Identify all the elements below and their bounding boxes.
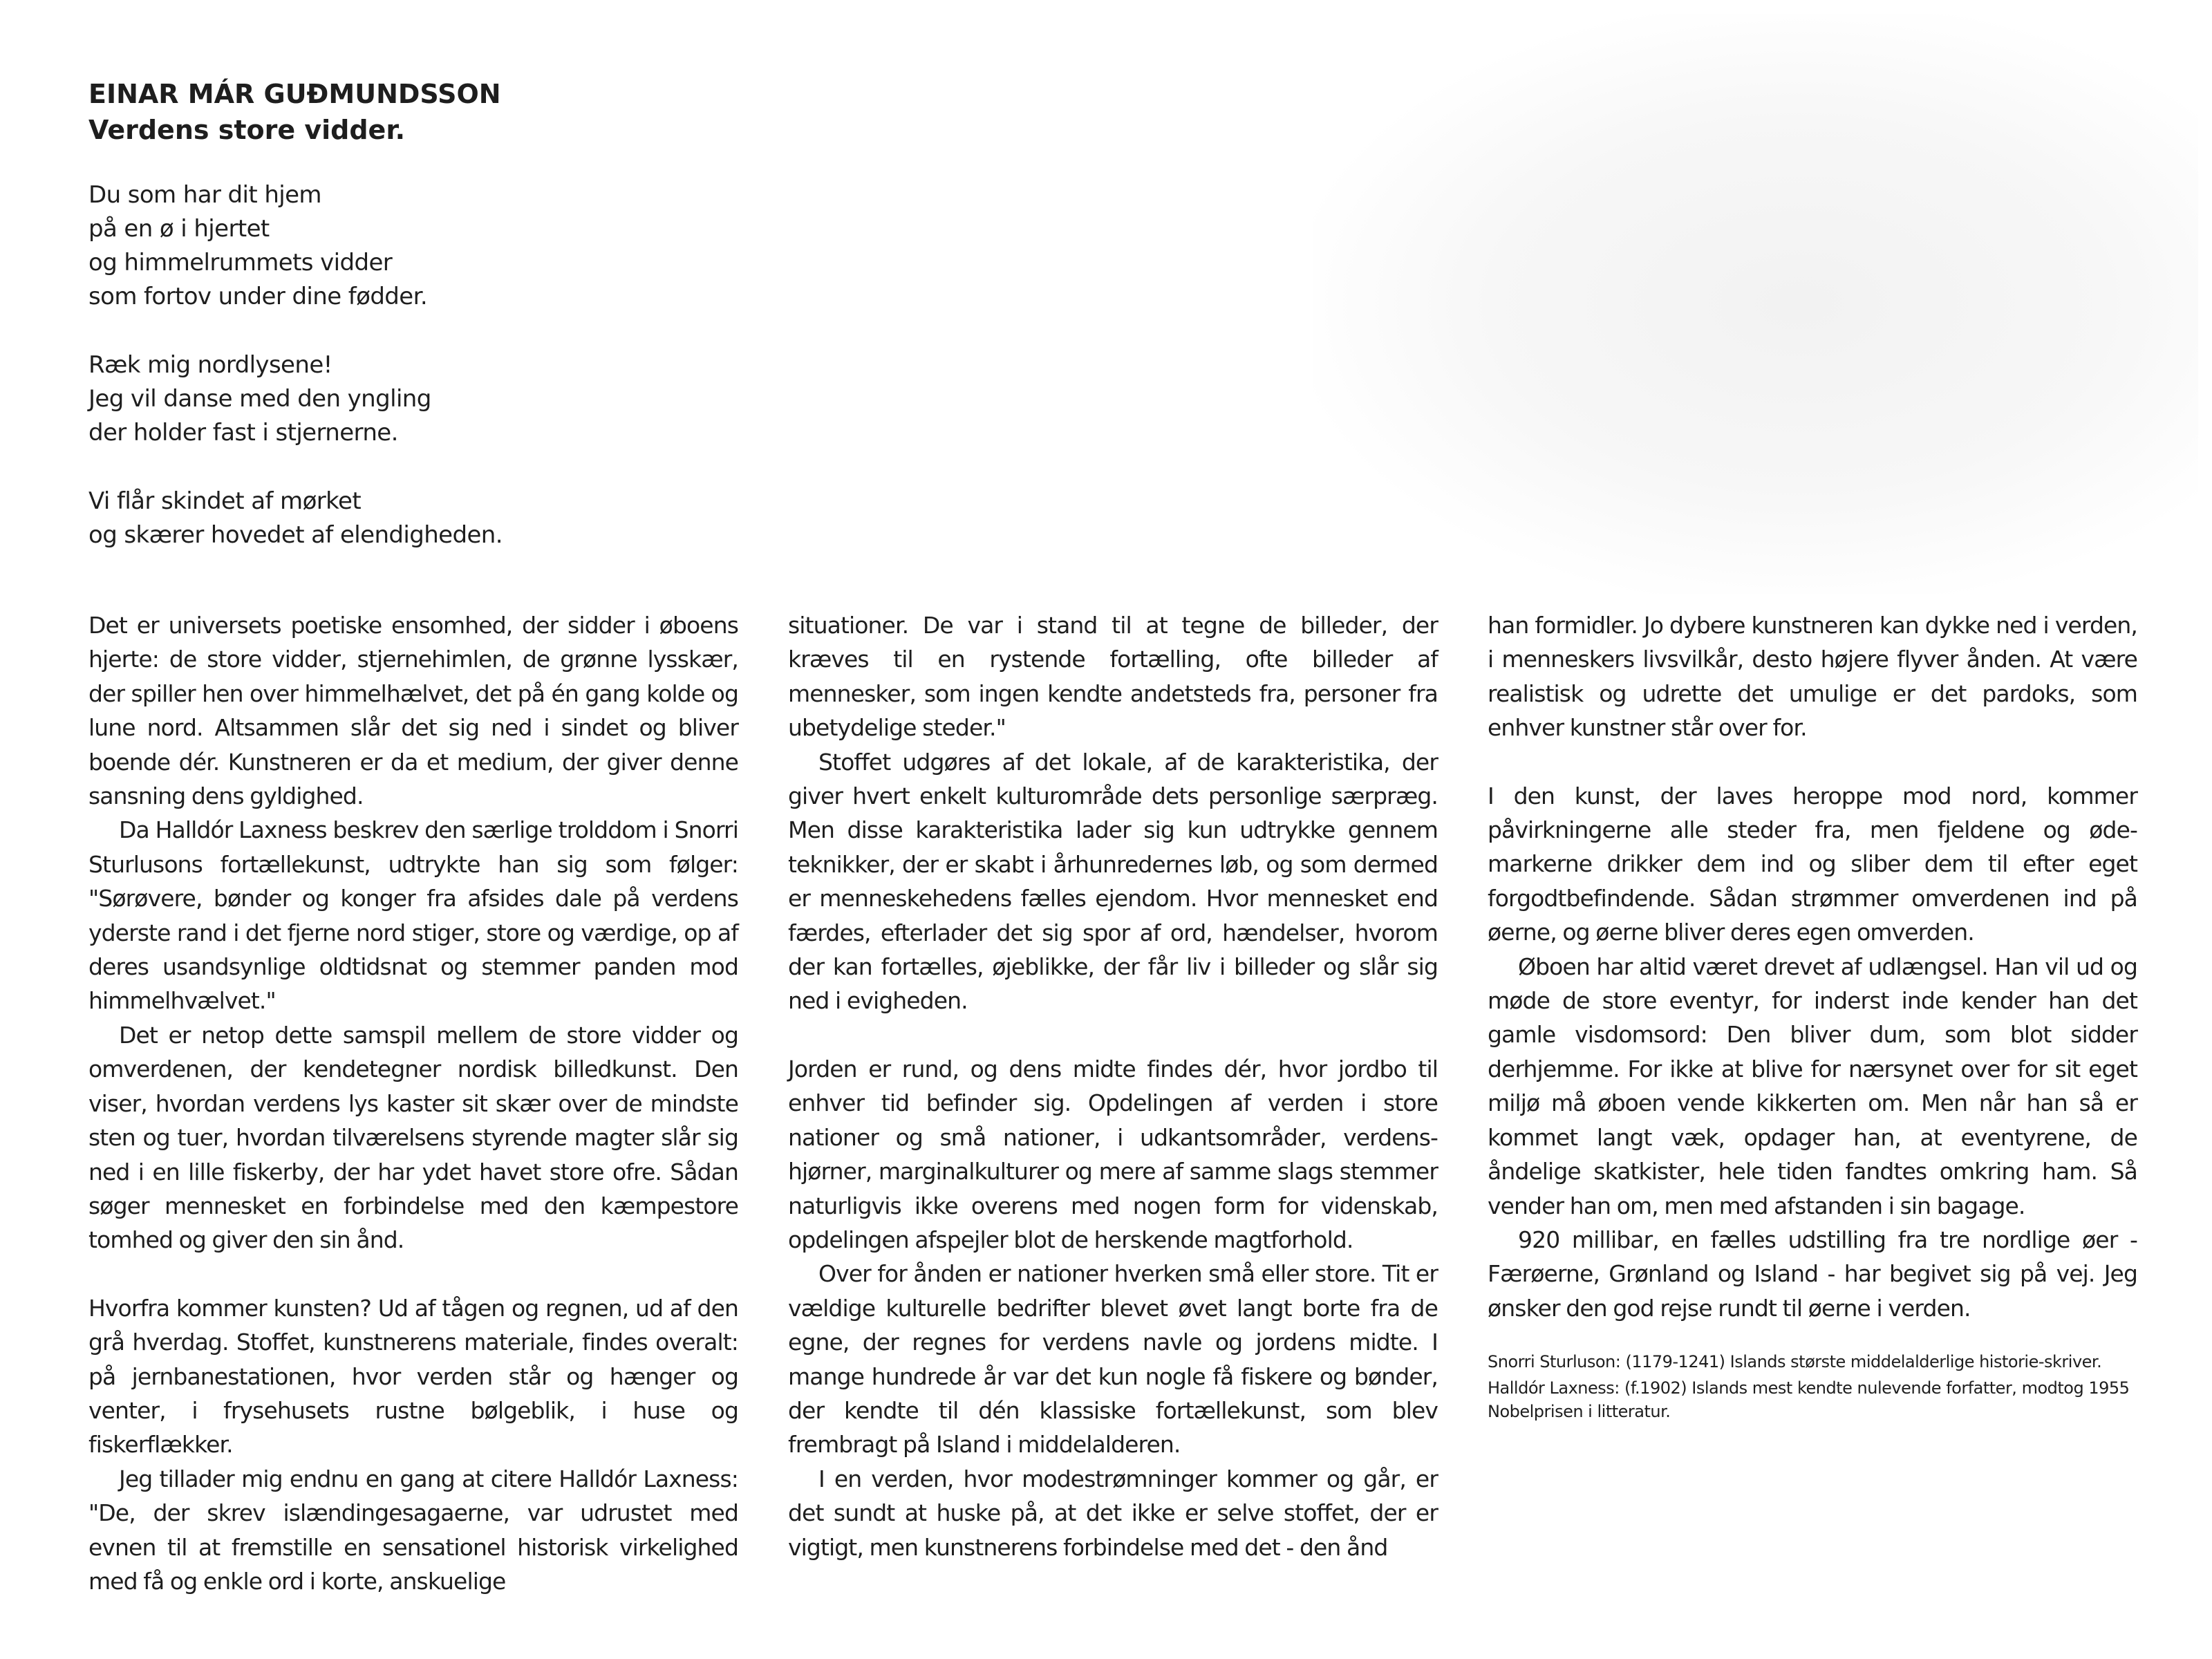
essay-paragraph: Over for ånden er nationer hverken små eller store. Tit er vældige kulturelle bedrifter blevet øvet langt borte fra de egne, der regnes for verdens navle og jordens midte. I mange hundrede år var det kun nogle få fiskere og bønder, der kendte til dén klassiske fortællekunst, som blev frembragt på Island i middelalderen. — [788, 1260, 1438, 1459]
footnote: Snorri Sturluson: (1179-1241) Islands største middelalderlige historie-skriver. — [1488, 1352, 2102, 1372]
poem-line: som fortov under dine fødder. — [88, 283, 428, 310]
page-shading — [1313, 14, 2198, 594]
essay-paragraph: I en verden, hvor modestrømninger kommer og går, er det sundt at huske på, at det ikke er selve stoffet, der er vigtigt, men kunstnerens forbindelse med det - den ånd — [788, 1465, 1438, 1561]
essay-paragraph: Jorden er rund, og dens midte findes dér, hvor jordbo til enhver tid befinder sig. Opdelingen af verden i store nationer og små nationer, i udkantsområder, verdens-hjørner, marginalkulturer og mere af samme slags stemmer naturligvis ikke overens med nogen form for videnskab, opdelingen afspejler blot de herskende magtforhold. — [788, 1055, 1438, 1253]
poem-line: Du som har dit hjem — [88, 181, 321, 209]
essay-paragraph: Stoffet udgøres af det lokale, af de karakteristika, der giver hvert enkelt kulturområde dets personlige særpræg. Men disse karakteristika lader sig kun udtrykke gennem teknikker, der er skabt i århunredernes løb, og som dermed er menneskehedens fælles ejendom. Hvor mennesket end færdes, efterlader det sig spor af ord, hændelser, hvorom der kan fortælles, øjeblikke, der får liv i billeder og slår sig ned i evigheden. — [788, 748, 1438, 1015]
essay-column-1 — [88, 608, 738, 1598]
essay-column-2 — [788, 608, 1438, 1564]
poem-line: og himmelrummets vidder — [88, 249, 393, 276]
essay-paragraph: Da Halldór Laxness beskrev den særlige trolddom i Snorri Sturlusons fortællekunst, udtrykte han sig som følger: "Sørøvere, bønder og konger fra afsides dale på verdens yderste rand i det fjerne nord stiger, store og værdige, op af deres usandsynlige oldtidsnat og stemmer panden mod himmelhvælvet." — [88, 816, 738, 1015]
essay-paragraph: I den kunst, der laves heroppe mod nord, kommer påvirkningerne alle steder fra, men fjeldene og øde-markerne drikker dem ind og sliber dem til efter eget forgodtbefindende. Sådan strømmer omverdenen ind på øerne, og øerne bliver deres egen omverden. — [1488, 782, 2137, 946]
page-header — [88, 76, 780, 148]
poem-stanza-1 — [88, 178, 780, 314]
essay-paragraph: Det er universets poetiske ensomhed, der sidder i øboens hjerte: de store vidder, stjernehimlen, de grønne lysskær, der spiller hen over himmelhælvet, det på én gang kolde og lune nord. Altsammen slår det sig ned i sindet og bliver boende dér. Kunstneren er da et medium, der giver denne sansning dens gyldighed. — [88, 612, 738, 810]
essay-paragraph: han formidler. Jo dybere kunstneren kan dykke ned i verden, i menneskers livsvilkår, desto højere flyver ånden. At være realistisk og udrette det umulige er det pardoks, som enhver kunstner står over for. — [1488, 612, 2137, 742]
essay-paragraph: Øboen har altid været drevet af udlængsel. Han vil ud og møde de store eventyr, for inderst inde kender han det gamle visdomsord: Den bliver dum, som blot sidder derhjemme. For ikke at blive for nærsynet over for sit eget miljø må øboen vende kikkerten om. Men når han så er kommet langt væk, opdager han, at eventyrene, de åndelige skatkister, hele tiden fandtes omkring ham. Så vender han om, men med afstanden i sin bagage. — [1488, 953, 2137, 1219]
poem-line: på en ø i hjertet — [88, 215, 270, 243]
footnotes — [1488, 1350, 2137, 1423]
author-name: EINAR MÁR GUÐMUNDSSON — [88, 79, 501, 109]
essay-paragraph: Det er netop dette samspil mellem de store vidder og omverdenen, der kendetegner nordisk billedkunst. Den viser, hvordan verdens lys kaster sit skær over de mindste sten og tuer, hvordan tilværelsens styrende magter slår sig ned i en lille fiskerby, der har ydet havet store ofre. Sådan søger mennesket en forbindelse med den kæmpestore tomhed og giver den sin ånd. — [88, 1021, 738, 1254]
essay-paragraph: situationer. De var i stand til at tegne de billeder, der kræves til en rystende fortælling, ofte billeder af mennesker, som ingen kendte andetsteds fra, personer fra ubetydelige steder." — [788, 612, 1438, 742]
poem-title: Verdens store vidder. — [88, 115, 406, 145]
poem-line: Vi flår skindet af mørket — [88, 487, 362, 515]
poem-line: Jeg vil danse med den yngling — [88, 385, 431, 413]
poem-stanza-3 — [88, 485, 780, 552]
essay-column-3 — [1488, 608, 2137, 1426]
essay-paragraph: Hvorfra kommer kunsten? Ud af tågen og regnen, ud af den grå hverdag. Stoffet, kunstnerens materiale, findes overalt: på jernbanestationen, hvor verden står og hænger og venter, i frysehusets rustne bølgeblik, i huse og fiskerflækker. — [88, 1294, 738, 1459]
essay-paragraph: Jeg tillader mig endnu en gang at citere Halldór Laxness: "De, der skrev islændingesagaerne, var udrustet med evnen til at fremstille en sensationel historisk virkelighed med få og enkle ord i korte, anskuelige — [88, 1465, 738, 1595]
poem-line: der holder fast i stjernerne. — [88, 419, 398, 447]
poem-line: Ræk mig nordlysene! — [88, 351, 332, 379]
footnote: Halldór Laxness: (f.1902) Islands mest kendte nulevende forfatter, modtog 1955 Nobelprisen i litteratur. — [1488, 1378, 2130, 1422]
poem — [88, 178, 780, 587]
essay-paragraph: 920 millibar, en fælles udstilling fra tre nordlige øer - Færøerne, Grønland og Island - har begivet sig på vej. Jeg ønsker den god rejse rundt til øerne i verden. — [1488, 1226, 2137, 1322]
poem-stanza-2 — [88, 348, 780, 450]
poem-line: og skærer hovedet af elendigheden. — [88, 521, 503, 549]
